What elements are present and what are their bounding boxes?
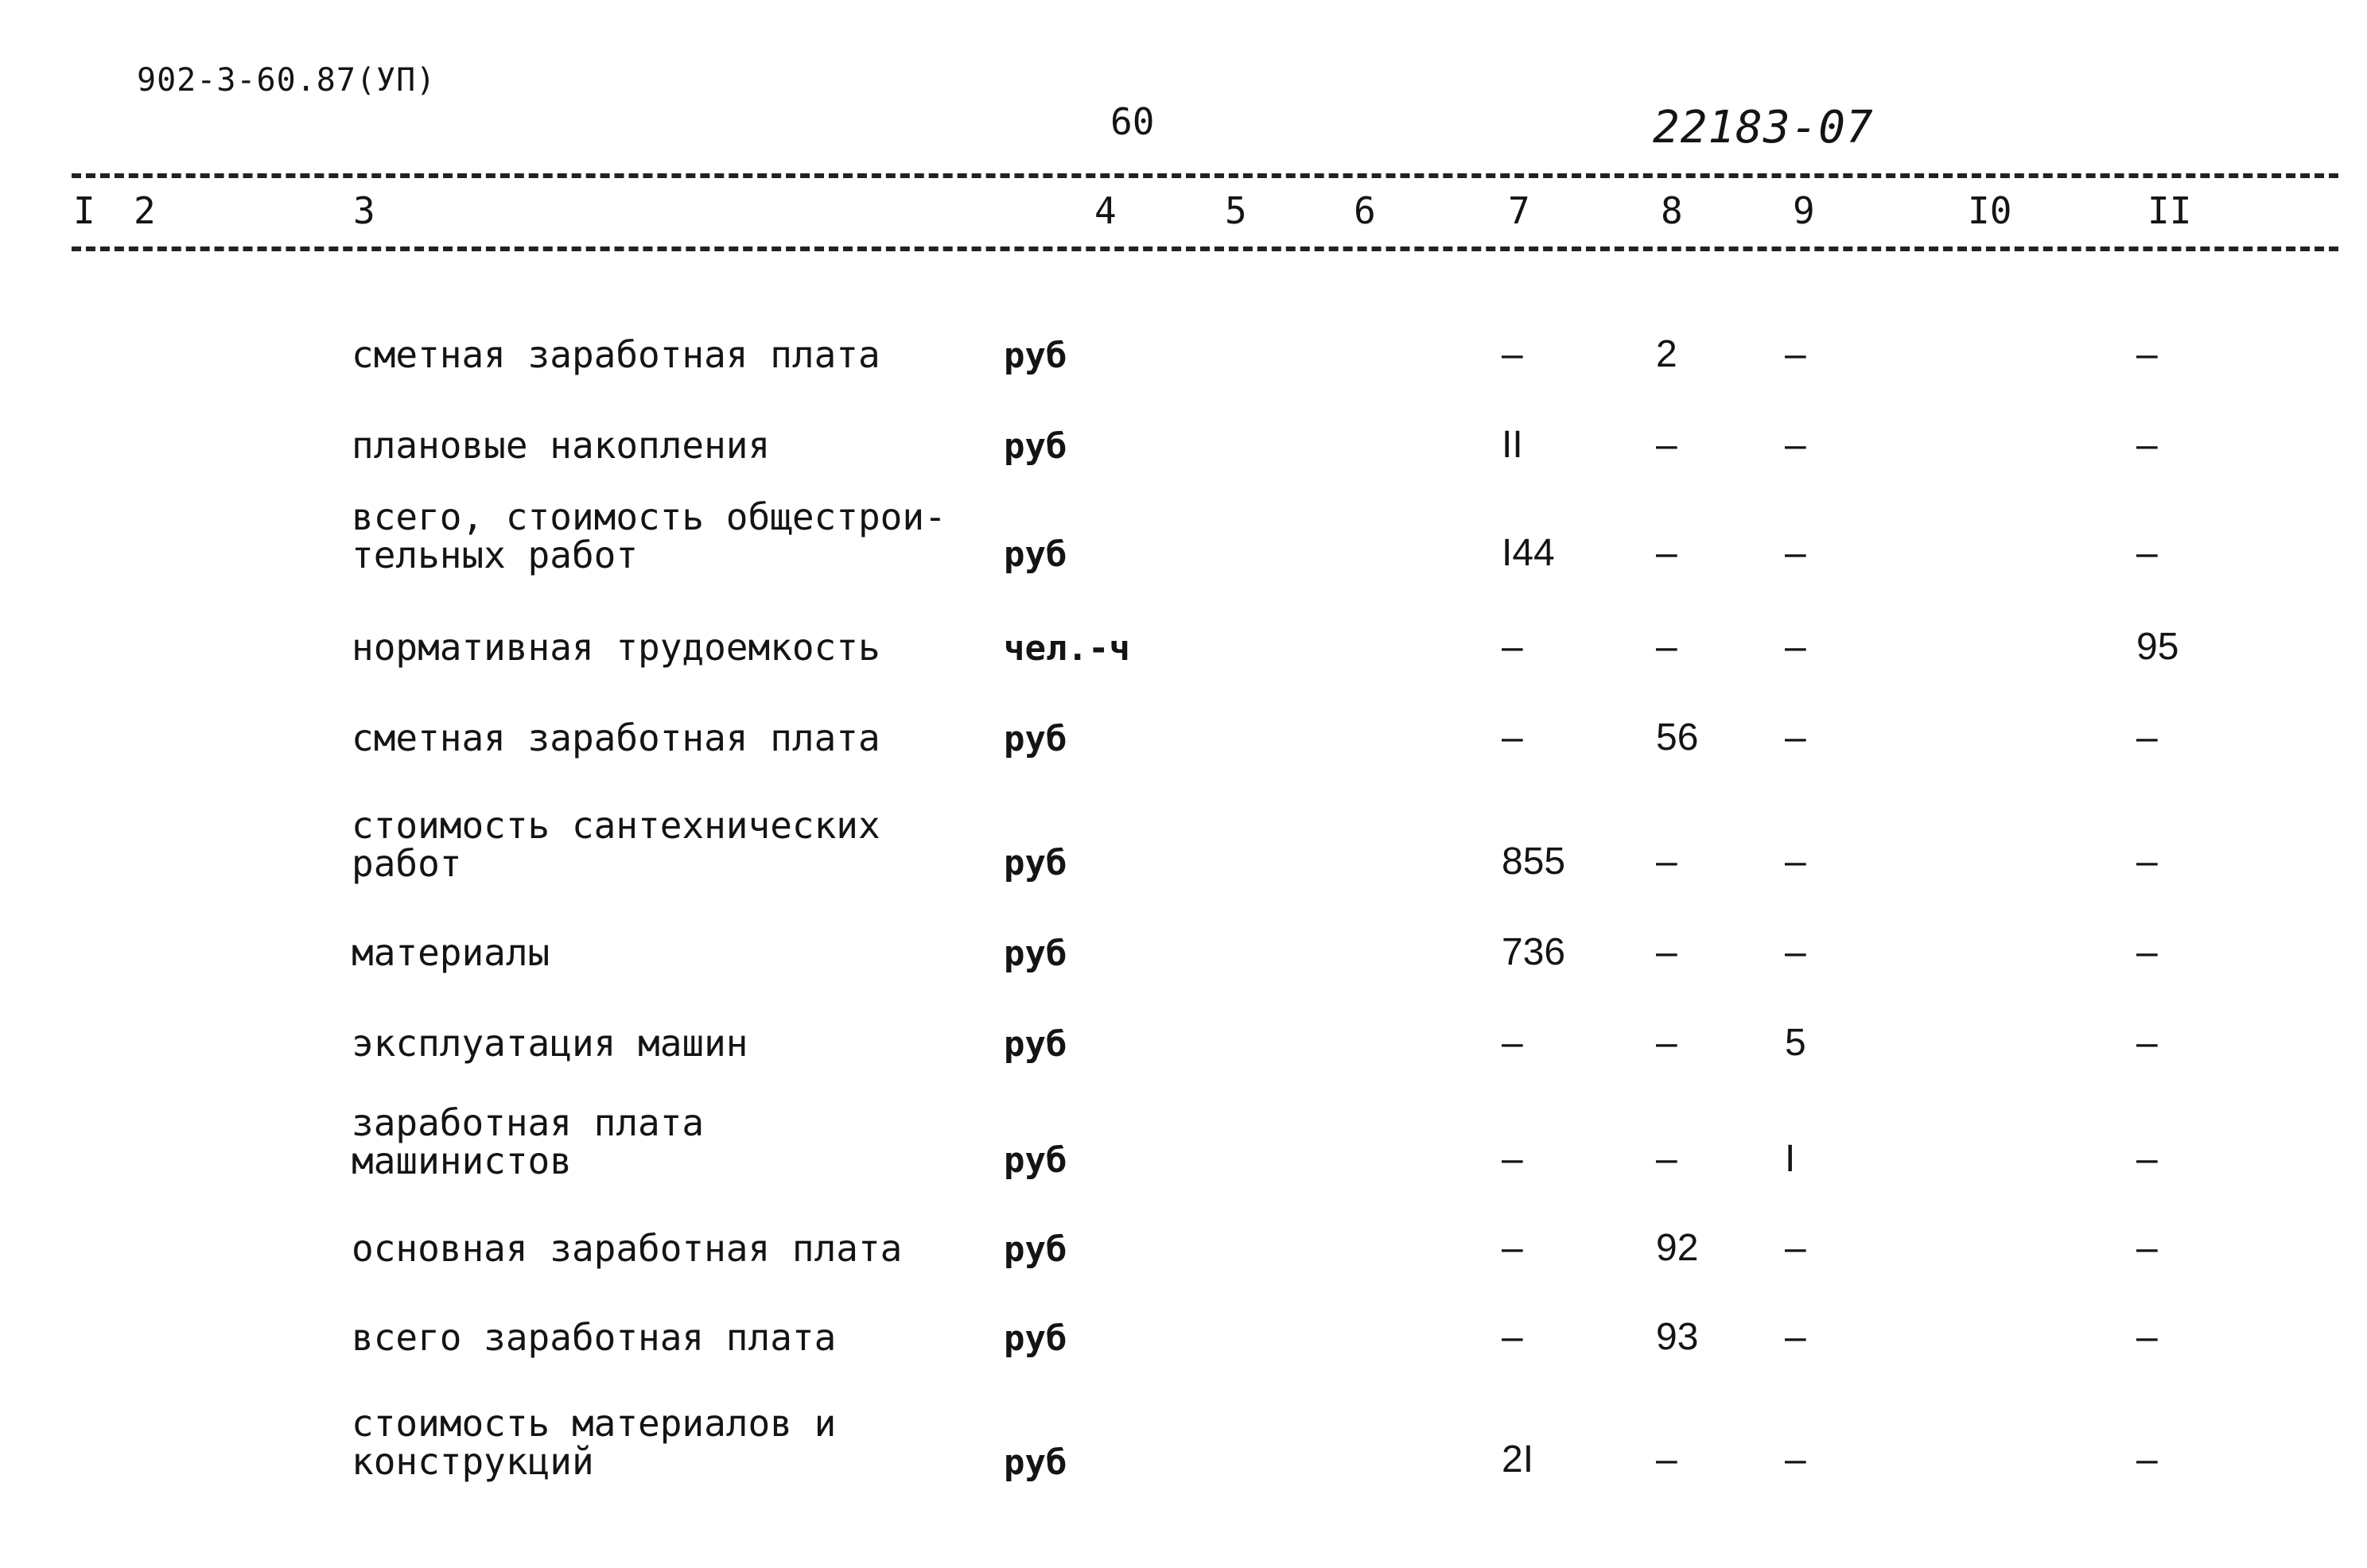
row-unit: руб — [1004, 1229, 1067, 1270]
row-label: основная заработная плата — [352, 1227, 903, 1270]
row-unit: руб — [1004, 1140, 1067, 1181]
cell-col11: – — [2136, 333, 2158, 375]
row-label: материалы — [352, 931, 550, 974]
column-header-9: 9 — [1793, 189, 1815, 232]
row-label: заработная плата машинистов — [352, 1101, 705, 1182]
column-header-1: I — [73, 189, 95, 232]
cell-col7: – — [1502, 626, 1523, 668]
row-label: стоимость сантехнических работ — [352, 804, 880, 885]
row-unit: чел.-ч — [1004, 628, 1130, 669]
cell-col11: – — [2136, 1316, 2158, 1358]
cell-col9: – — [1785, 532, 1806, 574]
cell-col7: – — [1502, 1316, 1523, 1358]
row-label: сметная заработная плата — [352, 716, 880, 759]
cell-col8: – — [1656, 626, 1677, 668]
row-label: сметная заработная плата — [352, 333, 880, 376]
page-number: 60 — [1110, 100, 1155, 143]
column-header-3: 3 — [353, 189, 375, 232]
cell-col9: – — [1785, 424, 1806, 466]
cell-col7: 2I — [1502, 1438, 1534, 1481]
row-unit: руб — [1004, 534, 1067, 575]
cell-col7: 855 — [1502, 840, 1566, 883]
cell-col8: – — [1656, 424, 1677, 466]
cell-col9: – — [1785, 626, 1806, 668]
row-label: нормативная трудоемкость — [352, 626, 880, 669]
cell-col8: – — [1656, 532, 1677, 574]
header-bottom-rule — [72, 246, 2338, 251]
column-header-10: I0 — [1968, 189, 2012, 232]
row-label: эксплуатация машин — [352, 1022, 748, 1065]
column-header-7: 7 — [1508, 189, 1530, 232]
cell-col11: – — [2136, 1227, 2158, 1269]
row-unit: руб — [1004, 1024, 1067, 1065]
cell-col7: – — [1502, 1138, 1523, 1180]
row-label: стоимость материалов и конструкций — [352, 1402, 837, 1483]
cell-col8: – — [1656, 840, 1677, 883]
column-header-2: 2 — [134, 189, 156, 232]
cell-col8: 56 — [1656, 716, 1699, 759]
column-header-6: 6 — [1354, 189, 1376, 232]
cell-col9: – — [1785, 1316, 1806, 1358]
document-code: 902-3-60.87(УП) — [137, 62, 437, 99]
cell-col11: 95 — [2136, 626, 2179, 668]
cell-col8: – — [1656, 1138, 1677, 1180]
cell-col9: – — [1785, 1438, 1806, 1481]
cell-col7: – — [1502, 716, 1523, 759]
row-unit: руб — [1004, 1442, 1067, 1483]
row-unit: руб — [1004, 719, 1067, 759]
row-unit: руб — [1004, 336, 1067, 376]
cell-col9: – — [1785, 1227, 1806, 1269]
cell-col9: – — [1785, 716, 1806, 759]
header-top-rule — [72, 173, 2338, 178]
row-unit: руб — [1004, 933, 1067, 974]
cell-col9: 5 — [1785, 1022, 1806, 1064]
cell-col8: 92 — [1656, 1227, 1699, 1269]
cell-col7: 736 — [1502, 931, 1566, 973]
cell-col11: – — [2136, 931, 2158, 973]
cell-col8: – — [1656, 1022, 1677, 1064]
cell-col8: – — [1656, 931, 1677, 973]
cell-col9: – — [1785, 333, 1806, 375]
cell-col11: – — [2136, 1138, 2158, 1180]
cell-col8: 93 — [1656, 1316, 1699, 1358]
cell-col7: I44 — [1502, 532, 1555, 574]
row-unit: руб — [1004, 1318, 1067, 1359]
cell-col7: II — [1502, 424, 1523, 466]
column-header-8: 8 — [1661, 189, 1683, 232]
row-label: плановые накопления — [352, 424, 771, 467]
column-header-4: 4 — [1094, 189, 1117, 232]
document-number: 22183-07 — [1653, 102, 1874, 153]
cell-col11: – — [2136, 1438, 2158, 1481]
cell-col8: – — [1656, 1438, 1677, 1481]
cell-col7: – — [1502, 1227, 1523, 1269]
cell-col11: – — [2136, 716, 2158, 759]
column-header-5: 5 — [1225, 189, 1247, 232]
cell-col9: – — [1785, 840, 1806, 883]
row-unit: руб — [1004, 843, 1067, 883]
cell-col11: – — [2136, 424, 2158, 466]
row-label: всего заработная плата — [352, 1316, 837, 1359]
cell-col9: – — [1785, 931, 1806, 973]
row-label: всего, стоимость общестрои- тельных работ — [352, 495, 946, 576]
cell-col11: – — [2136, 532, 2158, 574]
cell-col11: – — [2136, 1022, 2158, 1064]
cell-col9: I — [1785, 1138, 1796, 1180]
cell-col7: – — [1502, 1022, 1523, 1064]
row-unit: руб — [1004, 426, 1067, 467]
column-header-11: II — [2147, 189, 2192, 232]
cell-col8: 2 — [1656, 333, 1677, 375]
cell-col11: – — [2136, 840, 2158, 883]
cell-col7: – — [1502, 333, 1523, 375]
